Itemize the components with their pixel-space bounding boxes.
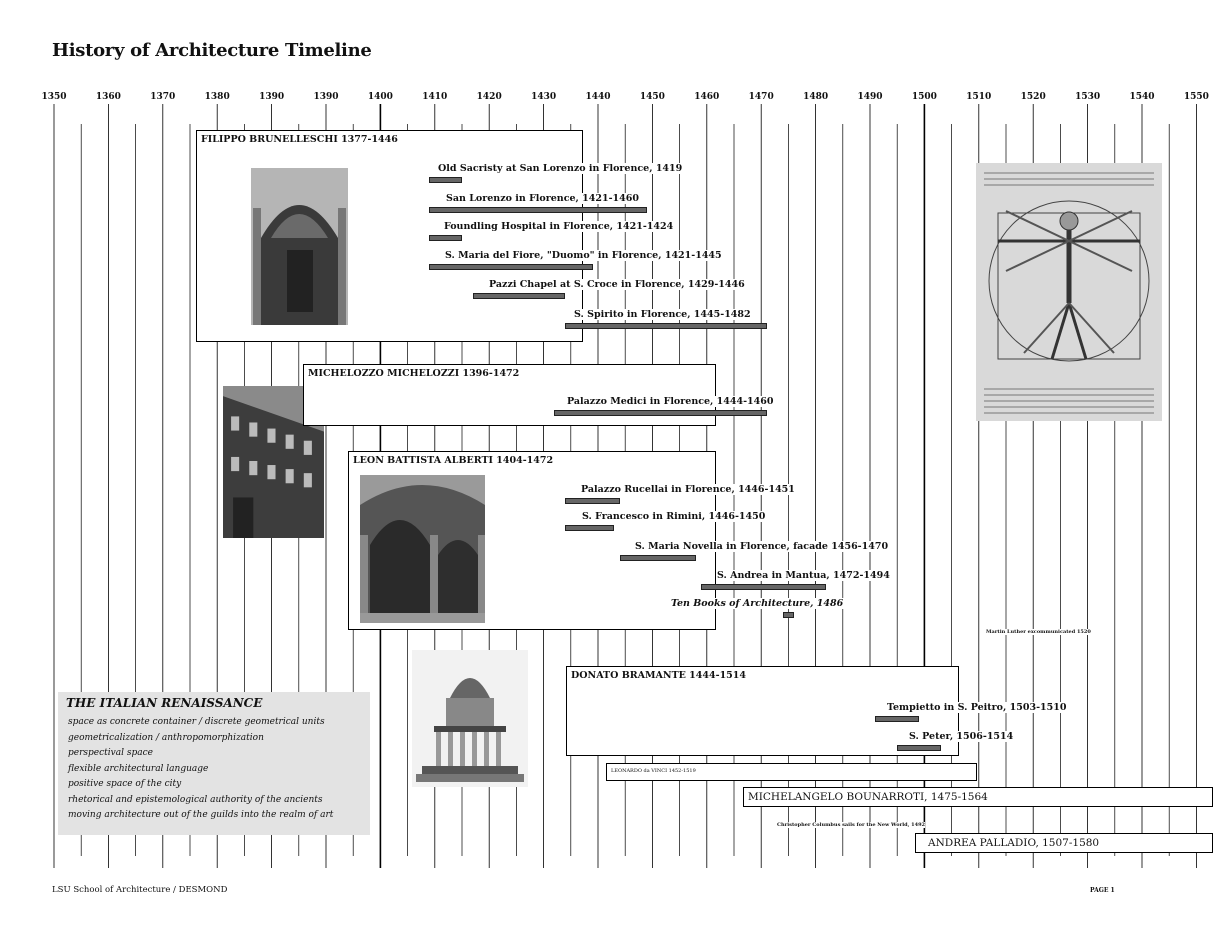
duration-bar — [429, 264, 592, 270]
list-item: moving architecture out of the guilds into the realm of art — [68, 810, 334, 820]
duration-bar — [473, 293, 565, 299]
year-label: 1470 — [748, 92, 774, 102]
work-label: Palazzo Medici in Florence, 1444-1460 — [567, 396, 774, 407]
year-label: 1450 — [639, 92, 665, 102]
work-label: San Lorenzo in Florence, 1421-1460 — [446, 193, 639, 204]
year-label: 1400 — [367, 92, 393, 102]
year-label: 1490 — [857, 92, 883, 102]
list-item: geometricalization / anthropomorphization — [68, 732, 264, 743]
work-label: S. Francesco in Rimini, 1446-1450 — [582, 511, 766, 522]
work-label: Palazzo Rucellai in Florence, 1446-1451 — [581, 484, 795, 495]
renaissance-panel — [58, 692, 370, 835]
leonardo-box — [606, 763, 977, 781]
event-label: Christopher Columbus sails for the New World, 1492 — [777, 822, 926, 828]
list-item: positive space of the city — [68, 779, 182, 789]
duration-bar — [565, 498, 619, 504]
year-label: 1530 — [1075, 92, 1101, 102]
duration-bar — [565, 323, 766, 329]
duration-bar — [429, 177, 462, 183]
year-label: 1510 — [966, 92, 992, 102]
old-sacristy-photo — [251, 168, 348, 325]
year-label: 1460 — [694, 92, 720, 102]
footer-credit: LSU School of Architecture / DESMOND — [52, 885, 228, 895]
work-label: S. Maria Novella in Florence, facade 1456-1470 — [635, 541, 889, 552]
year-label: 1430 — [531, 92, 557, 102]
work-label: Ten Books of Architecture, 1486 — [671, 598, 844, 609]
work-label: S. Andrea in Mantua, 1472-1494 — [717, 570, 890, 581]
year-label: 1550 — [1183, 92, 1209, 102]
vitruvian-man-drawing — [976, 163, 1162, 421]
list-item: flexible architectural language — [68, 763, 209, 774]
tempietto-drawing — [412, 650, 528, 787]
year-label: 1480 — [803, 92, 829, 102]
work-label: Pazzi Chapel at S. Croce in Florence, 1429-1446 — [489, 279, 745, 290]
work-label: Foundling Hospital in Florence, 1421-1424 — [444, 221, 674, 232]
event-label: Martin Luther excommunicated 1520 — [986, 629, 1091, 635]
box-title: ANDREA PALLADIO, 1507-1580 — [928, 837, 1100, 849]
panel-title: THE ITALIAN RENAISSANCE — [66, 696, 263, 710]
page-number: PAGE 1 — [1090, 887, 1115, 894]
year-label: 1500 — [911, 92, 937, 102]
renaissance-list — [68, 715, 333, 824]
duration-bar — [897, 745, 941, 751]
work-label: Tempietto in S. Peitro, 1503-1510 — [887, 702, 1067, 713]
rimini-temple-photo — [360, 475, 485, 623]
year-label: 1440 — [585, 92, 611, 102]
work-label: S. Spirito in Florence, 1445-1482 — [574, 309, 751, 320]
work-label: S. Maria del Fiore, "Duomo" in Florence, 1421-1445 — [445, 250, 722, 261]
michelangelo-box — [743, 787, 1213, 807]
year-label: 1520 — [1020, 92, 1046, 102]
box-title: MICHELANGELO BOUNARROTI, 1475-1564 — [748, 791, 988, 803]
year-label: 1370 — [150, 92, 176, 102]
duration-bar — [620, 555, 696, 561]
work-label: Old Sacristy at San Lorenzo in Florence, 1419 — [438, 163, 683, 174]
work-label: S. Peter, 1506-1514 — [909, 731, 1014, 742]
box-title: FILIPPO BRUNELLESCHI 1377-1446 — [201, 134, 398, 145]
year-label: 1360 — [95, 92, 121, 102]
year-label: 1410 — [422, 92, 448, 102]
duration-bar — [565, 525, 614, 531]
duration-bar — [783, 612, 794, 618]
year-label: 1540 — [1129, 92, 1155, 102]
michelozzo-box — [303, 364, 716, 426]
duration-bar — [429, 235, 462, 241]
duration-bar — [701, 584, 826, 590]
year-label: 1390 — [313, 92, 339, 102]
duration-bar — [875, 716, 919, 722]
list-item: rhetorical and epistemological authority of the ancients — [68, 794, 323, 805]
box-title: LEON BATTISTA ALBERTI 1404-1472 — [353, 455, 554, 466]
year-label: 1380 — [204, 92, 230, 102]
page-title: History of Architecture Timeline — [52, 40, 372, 61]
box-title: MICHELOZZO MICHELOZZI 1396-1472 — [308, 368, 520, 379]
list-item: space as concrete container / discrete geometrical units — [68, 717, 325, 727]
year-label: 1390 — [259, 92, 285, 102]
year-label: 1350 — [41, 92, 67, 102]
palladio-box — [915, 833, 1213, 853]
year-label: 1420 — [476, 92, 502, 102]
box-title: DONATO BRAMANTE 1444-1514 — [571, 670, 747, 681]
box-title: LEONARDO da VINCI 1452-1519 — [611, 768, 696, 774]
duration-bar — [429, 207, 647, 213]
duration-bar — [554, 410, 766, 416]
list-item: perspectival space — [68, 748, 153, 758]
